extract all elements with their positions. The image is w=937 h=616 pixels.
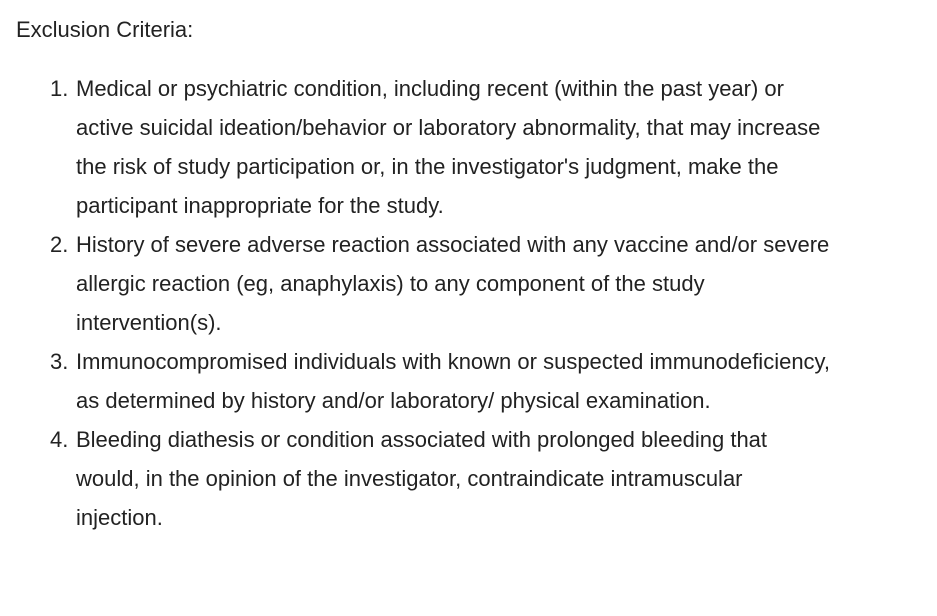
list-item-text: History of severe adverse reaction associated with any vaccine and/or severe allergic reaction (eg, anaphylaxis) to any component of the study intervention(s). (76, 232, 830, 335)
list-item-text: Bleeding diathesis or condition associated with prolonged bleeding that would, in the opinion of the investigator, contraindicate intramuscular injection. (76, 427, 768, 530)
list-item (16, 342, 831, 420)
list-item-number: 1. (50, 76, 69, 101)
list-item-text: Medical or psychiatric condition, including recent (within the past year) or active suicidal ideation/behavior or laboratory abnormality, that may increase the risk of study participation or, in the investigator's judgment, make the participant inappropriate for the study. (76, 76, 821, 218)
list-item-number: 2. (50, 232, 69, 257)
list-item-number: 4. (50, 427, 69, 452)
list-item-number: 3. (50, 349, 69, 374)
list-item (16, 225, 831, 342)
exclusion-criteria-list (16, 69, 937, 537)
list-item (16, 69, 831, 225)
section-heading: Exclusion Criteria: (16, 17, 194, 42)
list-item (16, 420, 831, 537)
list-item-text: Immunocompromised individuals with known or suspected immunodeficiency, as determined by history and/or laboratory/ physical examination. (76, 349, 831, 413)
